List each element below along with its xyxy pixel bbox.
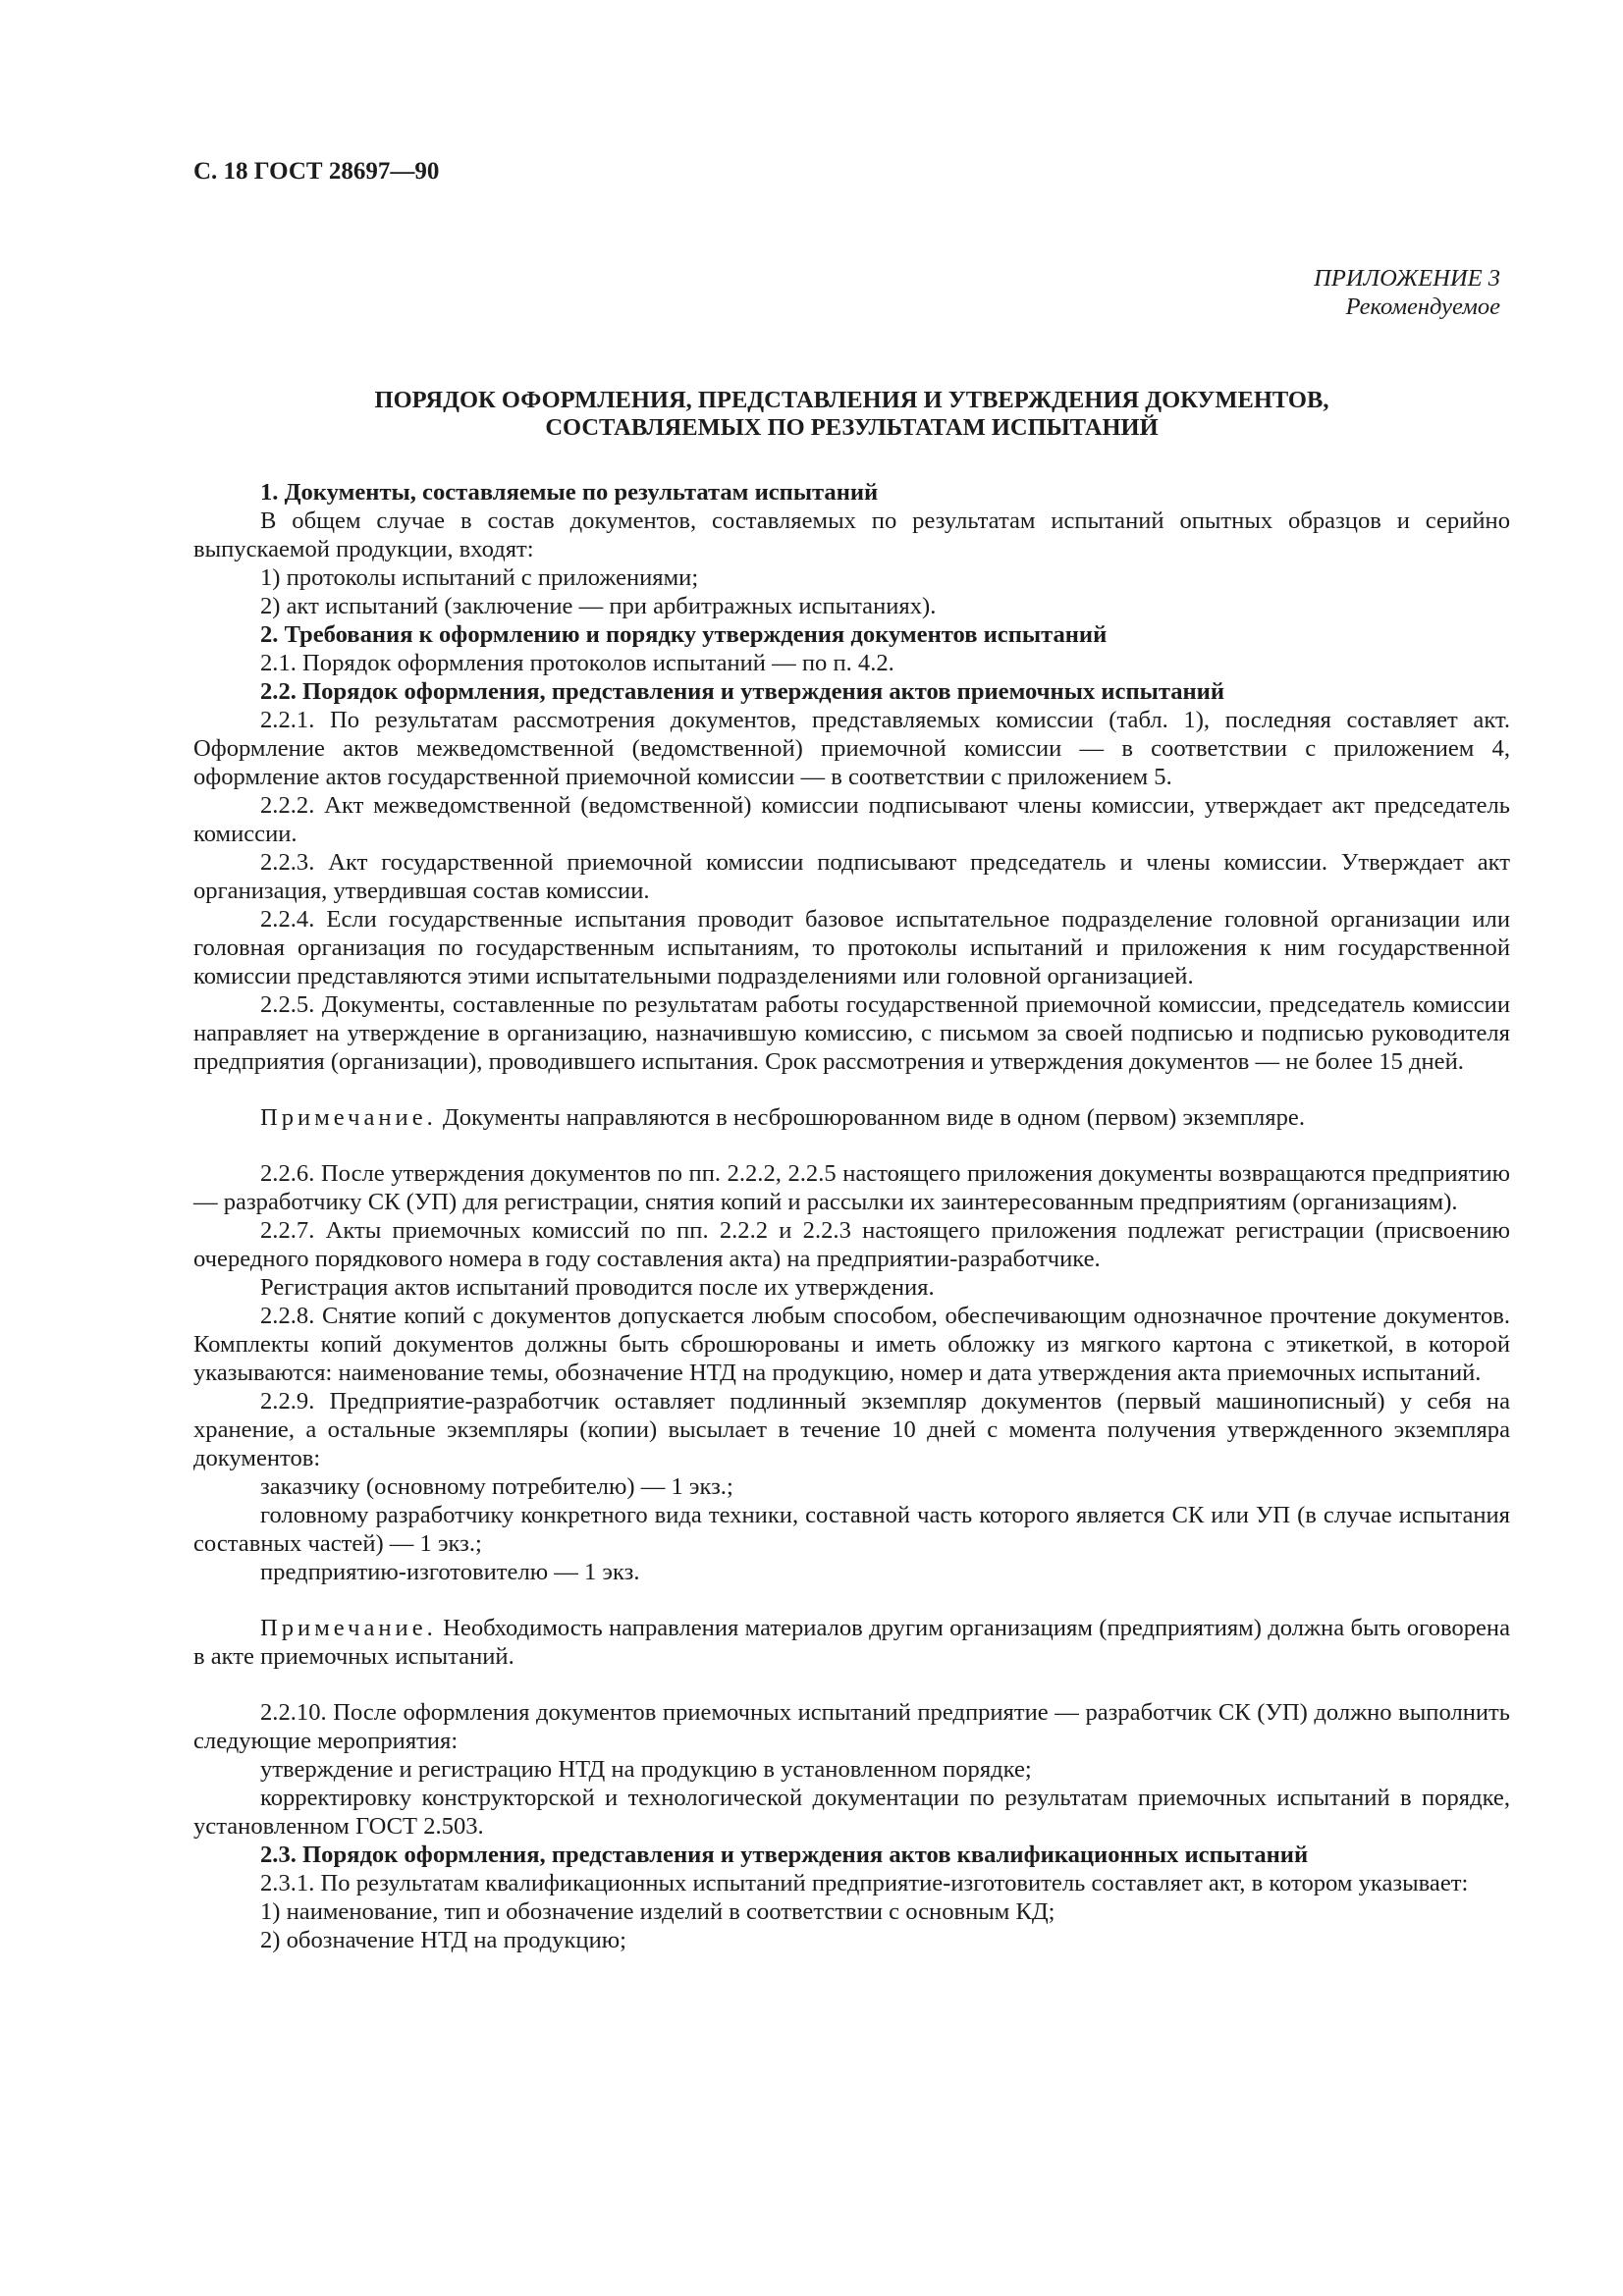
paragraph-2-1: 2.1. Порядок оформления протоколов испытаний — по п. 4.2. bbox=[260, 650, 894, 676]
note-2 bbox=[193, 1614, 1510, 1671]
appendix-status: Рекомендуемое bbox=[1345, 294, 1500, 320]
note-label: Примечание. bbox=[260, 1104, 437, 1131]
list-item: корректировку конструкторской и технологической документации по результатам приемочных испытаний в порядке, установленном ГОСТ 2.503. bbox=[193, 1785, 1510, 1840]
section-2-3-heading: 2.3. Порядок оформления, представления и утверждения актов квалификационных испытаний bbox=[260, 1842, 1309, 1868]
note-label: Примечание. bbox=[260, 1615, 437, 1641]
paragraph-2-2-8: 2.2.8. Снятие копий с документов допускается любым способом, обеспечивающим однозначное прочтение документов. Комплекты копий документов должны быть сброшюрованы и иметь обложку из мягкого картона с этикеткой, в которой указываются: наименование темы, обозначение НТД на продукцию, номер и дата утверждения акта приемочных испытаний. bbox=[193, 1303, 1510, 1386]
paragraph-2-2-4: 2.2.4. Если государственные испытания проводит базовое испытательное подразделение головной организации или головная организация по государственным испытаниям, то протоколы испытаний и приложения к ним государственной комиссии представляются этими испытательными подразделениями или головной организацией. bbox=[193, 906, 1510, 989]
paragraph-2-2-3: 2.2.3. Акт государственной приемочной комиссии подписывают председатель и члены комиссии. Утверждает акт организация, утвердившая состав комиссии. bbox=[193, 849, 1510, 904]
paragraph-2-2-10: 2.2.10. После оформления документов приемочных испытаний предприятие — разработчик СК (УП) должно выполнить следующие мероприятия: bbox=[193, 1699, 1510, 1754]
list-item: 2) акт испытаний (заключение — при арбитражных испытаниях). bbox=[260, 593, 937, 619]
title-line-2: СОСТАВЛЯЕМЫХ ПО РЕЗУЛЬТАТАМ ИСПЫТАНИЙ bbox=[545, 414, 1159, 441]
section-1-heading: 1. Документы, составляемые по результатам испытаний bbox=[260, 479, 879, 506]
running-head: С. 18 ГОСТ 28697—90 bbox=[193, 158, 440, 185]
note-text: Документы направляются в несброшюрованном виде в одном (первом) экземпляре. bbox=[436, 1104, 1305, 1131]
title-line-1: ПОРЯДОК ОФОРМЛЕНИЯ, ПРЕДСТАВЛЕНИЯ И УТВЕРЖДЕНИЯ ДОКУМЕНТОВ, bbox=[374, 387, 1329, 413]
paragraph-2-2-1: 2.2.1. По результатам рассмотрения документов, представляемых комиссии (табл. 1), последняя составляет акт. Оформление актов межведомственной (ведомственной) приемочной комиссии — в соответствии с приложением 4, оформление актов государственной приемочной комиссии — в соответствии с приложением 5. bbox=[193, 707, 1510, 790]
section-2-heading: 2. Требования к оформлению и порядку утверждения документов испытаний bbox=[260, 621, 1108, 648]
paragraph-2-2-9: 2.2.9. Предприятие-разработчик оставляет подлинный экземпляр документов (первый машинописный) у себя на хранение, а остальные экземпляры (копии) высылает в течение 10 дней с момента получения утвержденного экземпляра документов: bbox=[193, 1388, 1510, 1471]
list-item: 2) обозначение НТД на продукцию; bbox=[260, 1927, 626, 1953]
list-item: утверждение и регистрацию НТД на продукцию в установленном порядке; bbox=[260, 1756, 1032, 1783]
paragraph-1: В общем случае в состав документов, составляемых по результатам испытаний опытных образцов и серийно выпускаемой продукции, входят: bbox=[193, 507, 1510, 562]
paragraph-2-2-7: 2.2.7. Акты приемочных комиссий по пп. 2.2.2 и 2.2.3 настоящего приложения подлежат регистрации (присвоению очередного порядкового номера в году составления акта) на предприятии-разработчике. bbox=[193, 1217, 1510, 1272]
paragraph-2-2-7b: Регистрация актов испытаний проводится после их утверждения. bbox=[260, 1274, 935, 1301]
list-item: 1) протоколы испытаний с приложениями; bbox=[260, 564, 699, 591]
note-1 bbox=[193, 1103, 1510, 1132]
paragraph-2-3-1: 2.3.1. По результатам квалификационных испытаний предприятие-изготовитель составляет акт, в котором указывает: bbox=[260, 1870, 1469, 1896]
section-2-2-heading: 2.2. Порядок оформления, представления и утверждения актов приемочных испытаний bbox=[260, 678, 1225, 705]
paragraph-2-2-5: 2.2.5. Документы, составленные по результатам работы государственной приемочной комиссии, председатель комиссии направляет на утверждение в организацию, назначившую комиссию, с письмом за своей подписью и подписью руководителя предприятия (организации), проводившего испытания. Срок рассмотрения и утверждения документов — не более 15 дней. bbox=[193, 991, 1510, 1075]
appendix-label: ПРИЛОЖЕНИЕ 3 bbox=[1314, 265, 1500, 292]
paragraph-2-2-2: 2.2.2. Акт межведомственной (ведомственной) комиссии подписывают члены комиссии, утверждает акт председатель комиссии. bbox=[193, 792, 1510, 847]
list-item: заказчику (основному потребителю) — 1 экз.; bbox=[260, 1473, 733, 1500]
paragraph-2-2-6: 2.2.6. После утверждения документов по пп. 2.2.2, 2.2.5 настоящего приложения документы возвращаются предприятию — разработчику СК (УП) для регистрации, снятия копий и рассылки их заинтересованным предприятиям (организациям). bbox=[193, 1160, 1510, 1215]
note-text: Необходимость направления материалов другим организациям (предприятиям) должна быть оговорена в акте приемочных испытаний. bbox=[193, 1615, 1510, 1670]
list-item: предприятию-изготовителю — 1 экз. bbox=[260, 1559, 640, 1585]
document-title bbox=[193, 387, 1510, 442]
list-item: 1) наименование, тип и обозначение изделий в соответствии с основным КД; bbox=[260, 1898, 1055, 1925]
list-item: головному разработчику конкретного вида техники, составной часть которого является СК или УП (в случае испытания составных частей) — 1 экз.; bbox=[193, 1502, 1510, 1557]
appendix-block bbox=[193, 264, 1500, 321]
